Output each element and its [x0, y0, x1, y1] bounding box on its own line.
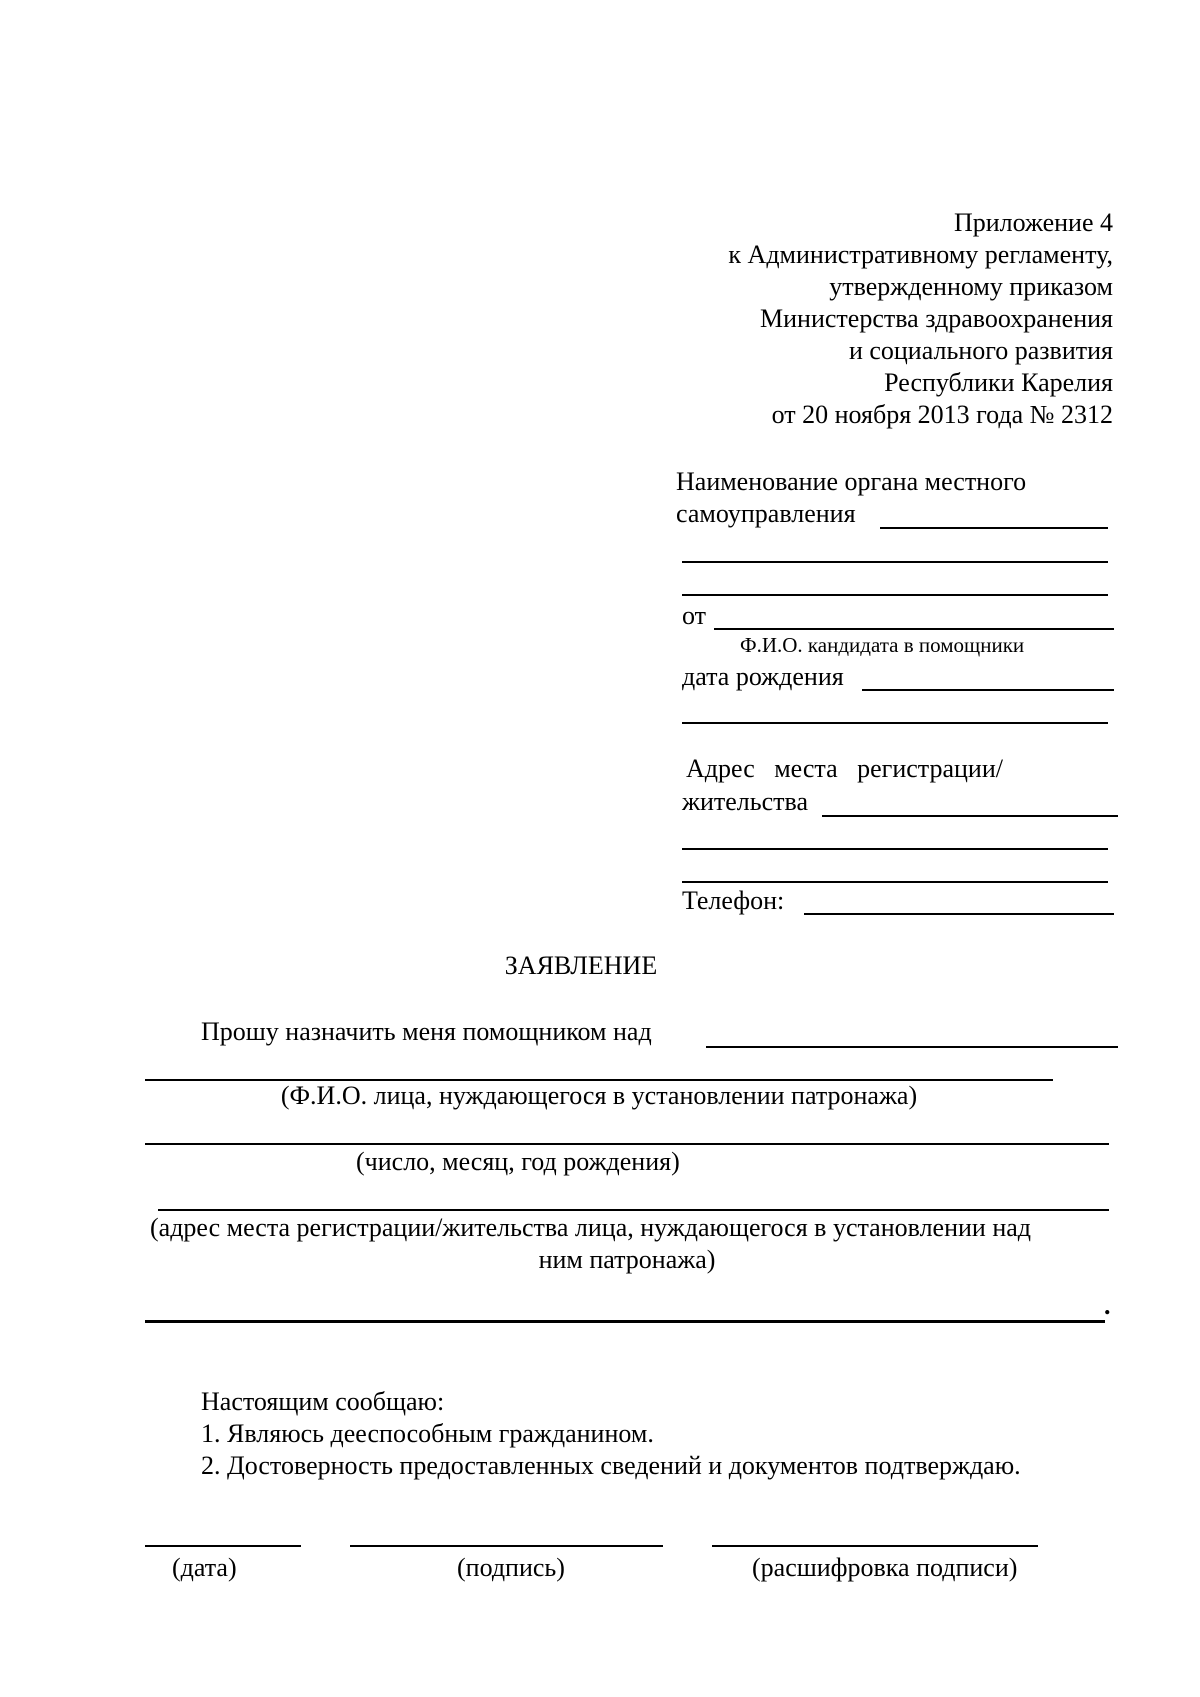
address-field-line[interactable] [682, 848, 1108, 850]
org-name-field-line[interactable] [880, 527, 1108, 529]
birth-date-field-line[interactable] [862, 689, 1114, 691]
header-line: утвержденному приказом [829, 272, 1113, 301]
date-label: (дата) [172, 1553, 237, 1582]
birth-date-field-line[interactable] [682, 722, 1108, 724]
declaration-item: 2. Достоверность предоставленных сведений и документов подтверждаю. [201, 1451, 1021, 1480]
signature-decode-label: (расшифровка подписи) [752, 1553, 1018, 1582]
ward-address-hint: (адрес места регистрации/жительства лица, нуждающегося в установлении над [150, 1213, 1032, 1242]
from-label: от [682, 601, 707, 630]
ward-address-hint-cont: ним патронажа) [538, 1245, 716, 1274]
header-line: от 20 ноября 2013 года № 2312 [771, 400, 1113, 429]
org-label-cont: самоуправления [676, 499, 856, 528]
statement-title: ЗАЯВЛЕНИЕ [504, 951, 658, 980]
signature-field-line[interactable] [350, 1545, 663, 1547]
header-line: Приложение 4 [953, 208, 1113, 237]
header-line: Министерства здравоохранения [760, 304, 1113, 333]
header-line: Республики Карелия [884, 368, 1113, 397]
address-field-line[interactable] [822, 815, 1118, 817]
ward-name-hint: (Ф.И.О. лица, нуждающегося в установлении патронажа) [280, 1081, 918, 1110]
signature-label: (подпись) [457, 1553, 565, 1582]
declarations-intro: Настоящим сообщаю: [201, 1387, 445, 1416]
address-label: Адрес места регистрации/ [686, 754, 1003, 783]
header-line: к Административному регламенту, [728, 240, 1113, 269]
ward-extra-field-line[interactable] [145, 1320, 1105, 1323]
org-name-field-line[interactable] [682, 594, 1108, 596]
address-label-cont: жительства [682, 787, 808, 816]
org-name-field-line[interactable] [682, 561, 1108, 563]
end-dot: . [1104, 1291, 1111, 1320]
birth-date-label: дата рождения [682, 662, 844, 691]
ward-birth-field-line[interactable] [145, 1143, 1109, 1145]
ward-address-field-line[interactable] [158, 1209, 1109, 1211]
phone-field-line[interactable] [804, 913, 1114, 915]
ward-birth-hint: (число, месяц, год рождения) [356, 1147, 680, 1176]
header-line: и социального развития [848, 336, 1113, 365]
applicant-name-hint: Ф.И.О. кандидата в помощники [740, 633, 1025, 657]
address-field-line[interactable] [682, 881, 1108, 883]
applicant-name-field-line[interactable] [714, 628, 1114, 630]
declaration-item: 1. Являюсь дееспособным гражданином. [201, 1419, 654, 1448]
ward-name-field-line[interactable] [706, 1046, 1118, 1048]
request-text: Прошу назначить меня помощником над [201, 1017, 652, 1046]
phone-label: Телефон: [682, 886, 785, 915]
org-label: Наименование органа местного [676, 467, 1027, 496]
date-field-line[interactable] [145, 1545, 301, 1547]
signature-decode-field-line[interactable] [712, 1545, 1038, 1547]
